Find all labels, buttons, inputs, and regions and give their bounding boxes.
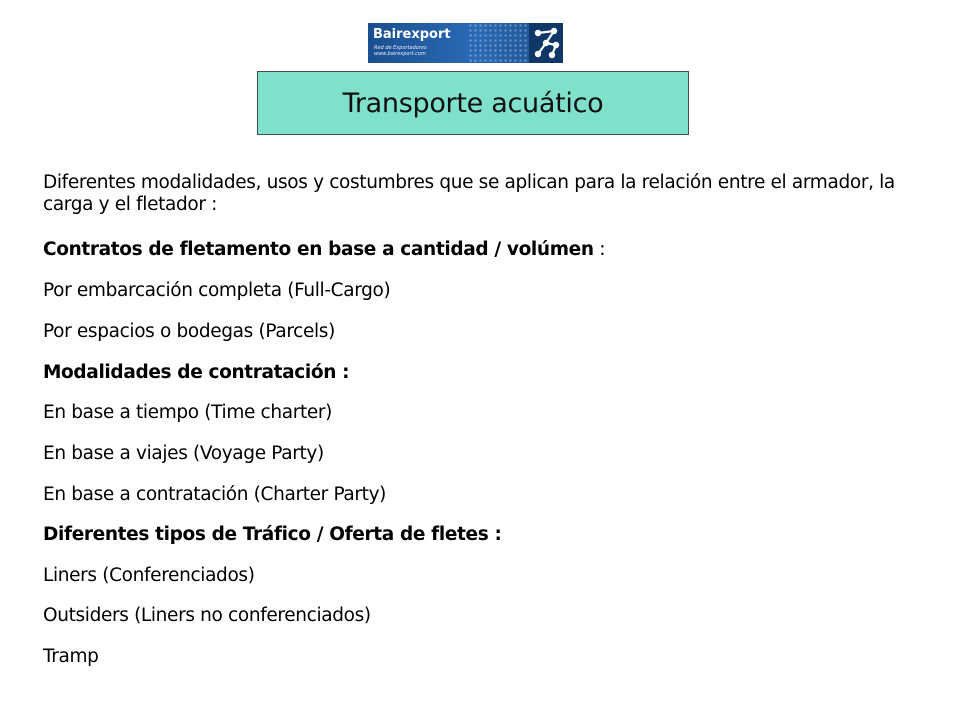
- list-item: Liners (Conferenciados): [43, 565, 255, 586]
- list-item: En base a viajes (Voyage Party): [43, 443, 324, 464]
- page-title: Transporte acuático: [342, 87, 604, 119]
- intro-paragraph: Diferentes modalidades, usos y costumbres que se aplican para la relación entre el armador, la carga y el fletador :: [43, 172, 895, 215]
- list-item: Por espacios o bodegas (Parcels): [43, 321, 335, 342]
- heading-modalidades: Modalidades de contratación :: [43, 362, 350, 383]
- logo-tagline-text: Red de Exportadores: [374, 45, 427, 51]
- logo-tagline: [374, 45, 427, 57]
- logo-name: Bairexport: [373, 27, 451, 42]
- list-item: Por embarcación completa (Full-Cargo): [43, 280, 391, 301]
- heading-contratos-text: Contratos de fletamento en base a cantidad / volúmen: [43, 239, 594, 260]
- heading-contratos-colon: :: [593, 239, 606, 260]
- heading-contratos: [43, 239, 605, 261]
- heading-trafico: Diferentes tipos de Tráfico / Oferta de fletes :: [43, 524, 502, 545]
- title-box: [257, 71, 689, 135]
- bairexport-logo: [368, 23, 563, 63]
- logo-url-text: www.bairexport.com: [374, 51, 426, 57]
- logo-dot-grid: [468, 23, 530, 63]
- list-item: Tramp: [43, 646, 99, 667]
- list-item: En base a tiempo (Time charter): [43, 402, 333, 423]
- list-item: Outsiders (Liners no conferenciados): [43, 605, 371, 626]
- network-nodes-icon: [529, 23, 563, 63]
- list-item: En base a contratación (Charter Party): [43, 484, 387, 505]
